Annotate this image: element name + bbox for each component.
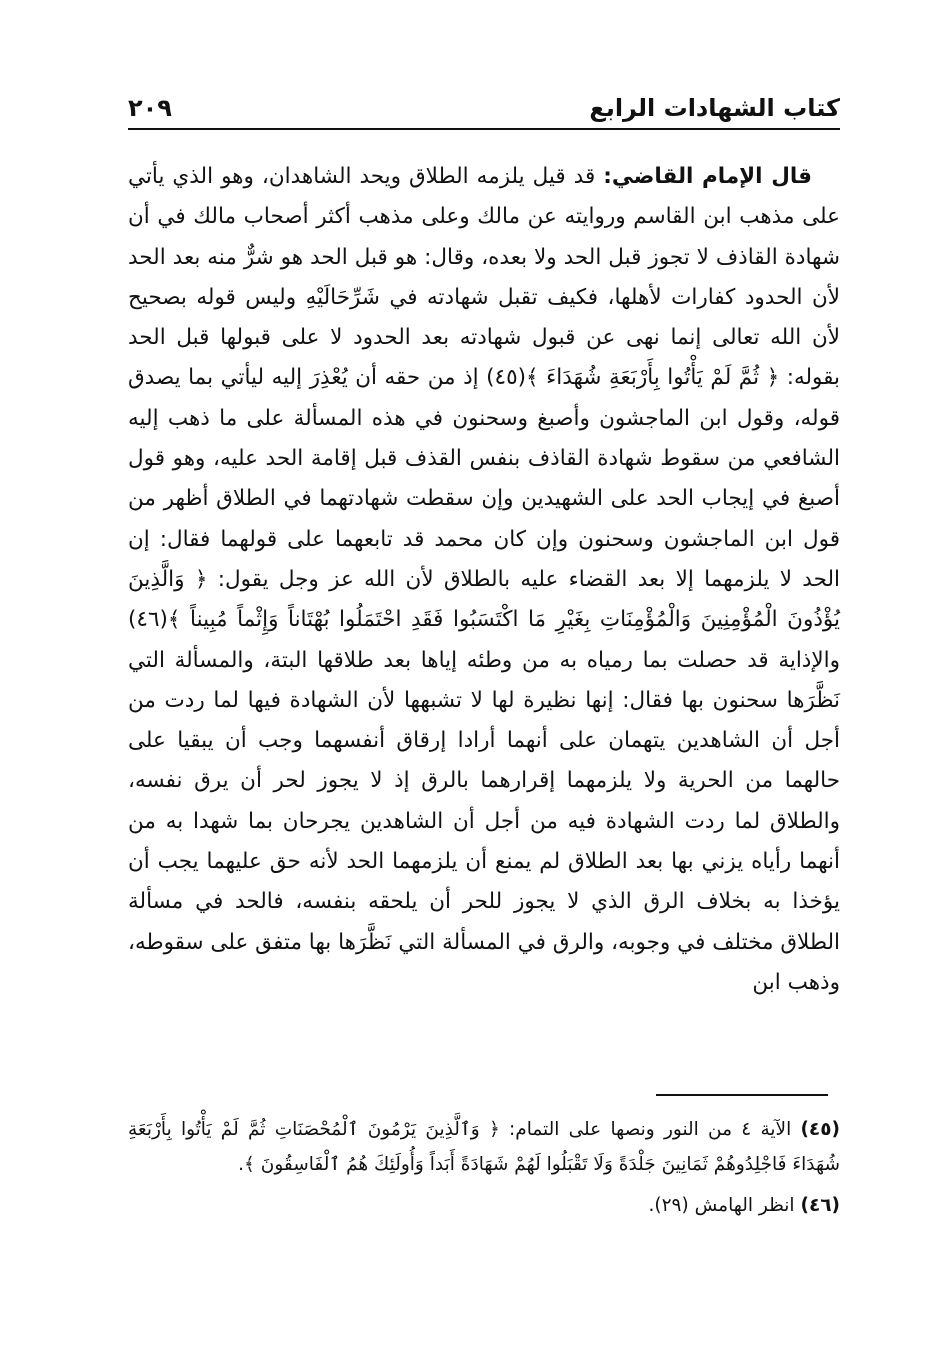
page-number: ٢٠٩ <box>128 94 172 122</box>
footnote-separator <box>656 1094 828 1096</box>
paragraph-body: قد قيل يلزمه الطلاق ويحد الشاهدان، وهو الذي يأتي على مذهب ابن القاسم وروايته عن مالك وعلى مذهب أكثر أصحاب مالك في أن شهادة القاذف لا تجوز قبل الحد ولا بعده، وقال: هو قبل الحد هو شرٌّ منه بعد الحد لأن الحدود كفارات لأهلها، فكيف تقبل شهادته في شَرِّحَالَيْهِ وليس قوله بصحيح لأن الله تعالى إنما نهى عن قبول شهادته بعد الحدود لا على قبولها قبل الحد بقوله: ﴿ ثُمَّ لَمْ يَأْتُوا بِأَرْبَعَةِ شُهَدَاءَ ﴾(٤٥) إذ من حقه أن يُعْذِرَ إليه ليأتي بما يصدق قوله، وقول ابن الماجشون وأصبغ وسحنون في هذه المسألة على ما ذهب إليه الشافعي من سقوط شهادة القاذف بنفس القذف قبل إقامة الحد عليه، وهو قول أصبغ في إيجاب الحد على الشهيدين وإن سقطت شهادتهما في الطلاق أظهر من قول ابن الماجشون وسحنون وإن كان محمد قد تابعهما على قولهما فقال: إن الحد لا يلزمهما إلا بعد القضاء عليه بالطلاق لأن الله عز وجل يقول: ﴿ وَالَّذِينَ يُؤْذُونَ الْمُؤْمِنِينَ وَالْمُؤْمِنَاتِ بِغَيْرِ مَا اكْتَسَبُوا فَقَدِ احْتَمَلُوا بُهْتَاناً وَإِثْماً مُبِيناً ﴾(٤٦) والإذاية قد حصلت بما رمياه به من وطئه إياها بعد طلاقها البتة، والمسألة التي نَظَّرَها سحنون بها فقال: إنها نظيرة لها لا تشبهها لأن الشهادة فيها لما ردت من أجل أن الشاهدين يتهمان على أنهما أرادا إرقاق أنفسهما وجب أن يبقيا على حالهما من الحرية ولا يلزمهما إقرارهما بالرق إذ لا يجوز لحر أن يرق نفسه، والطلاق لما ردت الشهادة فيه من أجل أن الشاهدين يجرحان بما شهدا به من أنهما رأياه يزني بها بعد الطلاق لم يمنع أن يلزمهما الحد لأنه حق عليهما يجب أن يؤخذا به بخلاف الرق الذي لا يجوز للحر أن يلحقه بنفسه، فالحد في مسألة الطلاق مختلف في وجوبه، والرق في المسألة التي نَظَّرَها بها متفق على سقوطه، وذهب ابن <box>128 164 840 995</box>
footnote-45 <box>128 1112 840 1182</box>
main-paragraph <box>128 157 840 1003</box>
footnote-text: انظر الهامش (٢٩). <box>648 1195 795 1216</box>
footnote-number: (٤٥) <box>800 1119 840 1140</box>
footnote-number: (٤٦) <box>800 1195 840 1216</box>
main-text <box>128 157 840 1003</box>
footnotes <box>128 1112 840 1229</box>
footnote-46 <box>128 1188 840 1223</box>
chapter-title: كتاب الشهادات الرابع <box>589 94 840 122</box>
paragraph-lead: قال الإمام القاضي: <box>603 164 812 189</box>
running-header <box>128 92 840 130</box>
footnote-text: الآية ٤ من النور ونصها على التمام: ﴿ وَٱلَّذِينَ يَرْمُونَ ٱلْمُحْصَنَاتِ ثُمَّ لَمْ يَأْتُوا بِأَرْبَعَةِ شُهَدَاءَ فَاجْلِدُوهُمْ ثَمَانِينَ جَلْدَةً وَلَا تَقْبَلُوا لَهُمْ شَهَادَةً أَبَداً وَأُولَئِكَ هُمُ ٱلْفَاسِقُونَ ﴾. <box>128 1119 840 1175</box>
